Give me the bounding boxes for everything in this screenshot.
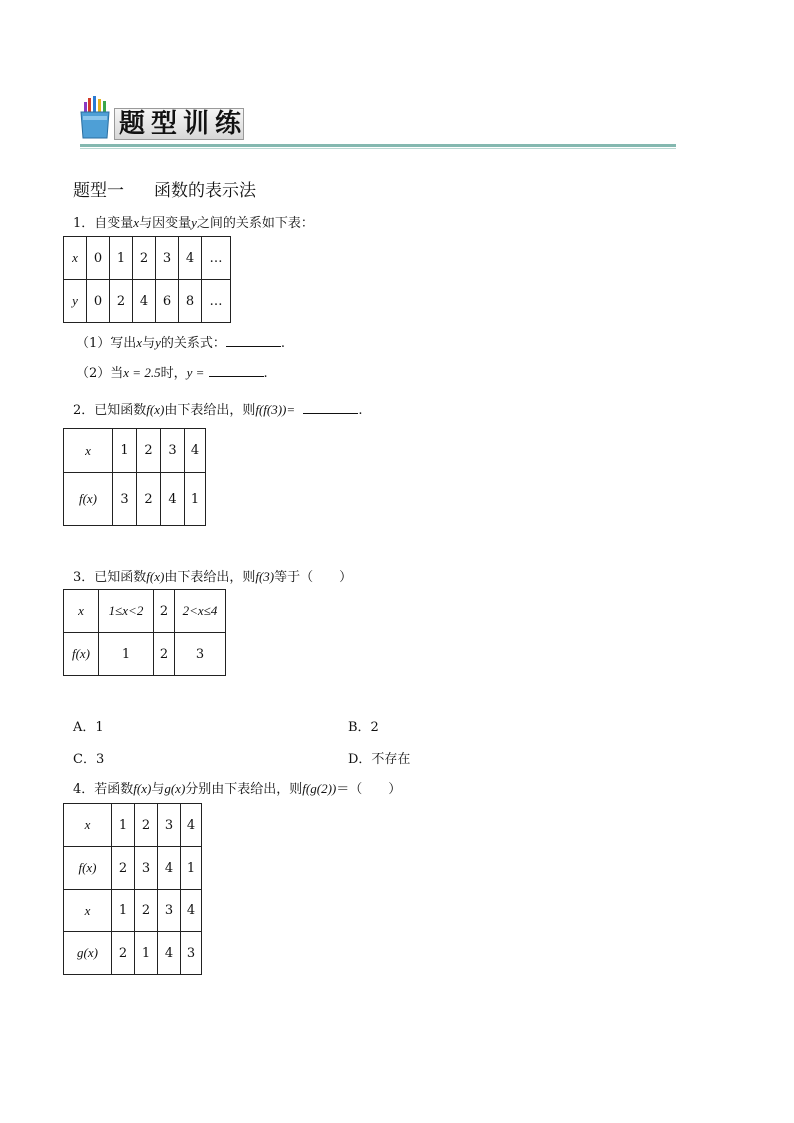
table-cell: 2 [154,590,175,633]
question-2-stem: 2．已知函数f(x)由下表给出，则f(f(3))= . [73,402,363,418]
question-1-stem: 1．自变量x与因变量y之间的关系如下表： [73,215,314,231]
option-b[interactable]: B．2 [348,720,379,735]
question-3-stem: 3．已知函数f(x)由下表给出，则f(3)等于（ ） [73,569,353,585]
table-cell: 2 [112,932,135,975]
page-title: 题型训练 [114,108,244,140]
answer-blank[interactable] [209,364,264,377]
question-1-table [63,236,231,323]
table-cell: 0 [87,280,110,323]
table-cell: 2 [110,280,133,323]
table-cell: 3 [181,932,202,975]
table-cell: 2 [137,429,161,473]
answer-blank[interactable] [226,334,281,347]
table-cell: 4 [161,473,185,526]
option-c[interactable]: C．3 [73,752,105,767]
pencil-cup-icon [78,96,112,140]
table-cell: 2 [133,237,156,280]
question-2-table [63,428,206,526]
table-cell: f(x) [64,847,112,890]
table-cell: 2 [154,633,175,676]
table-cell: 1 [110,237,133,280]
table-cell: 4 [158,847,181,890]
table-cell: f(x) [64,473,113,526]
table-cell: 4 [133,280,156,323]
table-cell: 4 [181,890,202,932]
table-cell: 6 [156,280,179,323]
table-cell: 2 [112,847,135,890]
table-cell: 1 [185,473,206,526]
table-cell: 4 [179,237,202,280]
header-divider [80,144,676,147]
question-1-part-2: （2）当x = 2.5时，y = . [76,365,268,381]
option-d[interactable]: D．不存在 [348,752,411,767]
table-cell: x [64,804,112,847]
table-cell: x [64,237,87,280]
table-cell: 4 [158,932,181,975]
table-cell: … [202,237,231,280]
table-cell: 3 [158,890,181,932]
table-cell: … [202,280,231,323]
table-cell: 8 [179,280,202,323]
option-a[interactable]: A．1 [73,720,104,735]
table-cell: f(x) [64,633,99,676]
table-cell: 1 [99,633,154,676]
table-cell: 3 [175,633,226,676]
table-cell: 2 [137,473,161,526]
table-cell: 3 [156,237,179,280]
question-1-part-1: （1）写出x与y的关系式： . [76,335,286,351]
table-cell: x [64,590,99,633]
table-cell: 1≤x<2 [99,590,154,633]
table-cell: 2<x≤4 [175,590,226,633]
table-cell: 3 [161,429,185,473]
table-cell: x [64,890,112,932]
table-cell: g(x) [64,932,112,975]
section-label: 题型一 [73,181,124,201]
question-4-table [63,803,202,975]
table-cell: 0 [87,237,110,280]
table-cell: 2 [135,890,158,932]
question-3-table [63,589,226,676]
section-title [73,176,256,201]
table-cell: 3 [135,847,158,890]
table-cell: 1 [112,890,135,932]
table-cell: 1 [135,932,158,975]
table-cell: 1 [181,847,202,890]
table-cell: 1 [112,804,135,847]
table-cell: 3 [113,473,137,526]
table-cell: 1 [113,429,137,473]
table-cell: y [64,280,87,323]
table-cell: 4 [185,429,206,473]
table-cell: 3 [158,804,181,847]
table-cell: 4 [181,804,202,847]
header-divider-thin [80,148,676,149]
question-4-stem: 4．若函数f(x)与g(x)分别由下表给出，则f(g(2))＝（ ） [73,781,402,797]
table-cell: 2 [135,804,158,847]
section-name: 函数的表示法 [154,181,256,201]
table-cell: x [64,429,113,473]
answer-blank[interactable] [303,401,358,414]
